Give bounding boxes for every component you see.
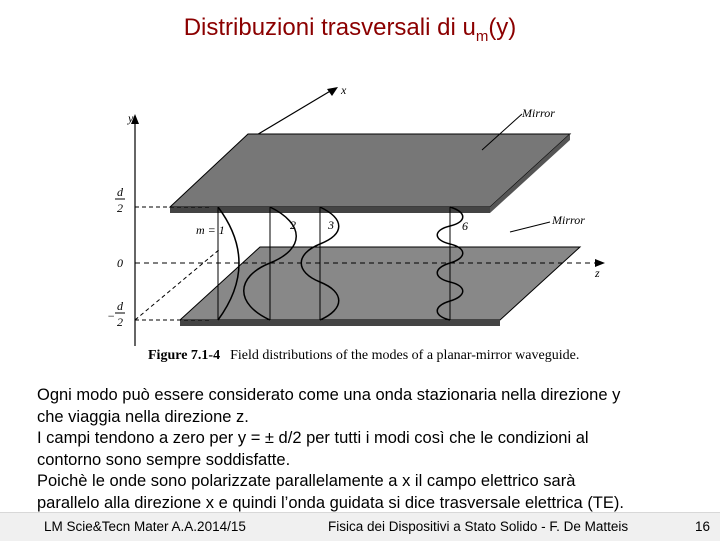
label-minus: − bbox=[107, 309, 116, 323]
text-line: Ogni modo può essere considerato come una onda stazionaria nella direzione y bbox=[37, 386, 621, 404]
label-d-bottom: d bbox=[117, 299, 123, 313]
text-line: contorno sono sempre soddisfatte. bbox=[37, 450, 291, 469]
label-zero: 0 bbox=[117, 256, 123, 270]
label-d-top: d bbox=[117, 185, 123, 199]
text-line: Poichè le onde sono polarizzate parallelamente a x il campo elettrico sarà bbox=[37, 472, 576, 491]
slide-title: Distribuzioni trasversali di $u_m(y)$ bbox=[183, 14, 517, 45]
waveguide-figure bbox=[107, 83, 610, 374]
text-line: che viaggia nella direzione z. bbox=[37, 407, 249, 426]
footer-center: Fisica dei Dispositivi a Stato Solido - F. De Matteis bbox=[328, 519, 629, 534]
footer-left: LM Scie&Tecn Mater A.A.2014/15 bbox=[44, 519, 246, 534]
label-2-bottom: 2 bbox=[117, 315, 123, 329]
page-number: 16 bbox=[694, 519, 710, 534]
label-2-top: 2 bbox=[117, 201, 123, 215]
mode-3-label: 3 bbox=[328, 218, 334, 232]
figure-caption: Figure 7.1-4 Field distributions of the modes of a planar-mirror waveguide. bbox=[148, 348, 580, 363]
text-line: I campi tendono a zero per y = ± d/2 per tutti i modi così che le condizioni al bbox=[37, 429, 589, 448]
mirror-bottom-label: Mirror bbox=[552, 213, 585, 227]
text-line: parallelo alla direzione x e quindi l’onda guidata si dice trasversale elettrica (TE). bbox=[37, 493, 624, 512]
mirror-top-label: Mirror bbox=[522, 106, 555, 120]
x-axis-label: x bbox=[341, 83, 347, 97]
mode-1-label: m = 1 bbox=[196, 223, 225, 237]
z-axis-label: z bbox=[595, 266, 600, 280]
mode-6-label: 6 bbox=[462, 219, 468, 233]
slide-footer bbox=[0, 512, 720, 541]
mode-2-label: 2 bbox=[290, 218, 296, 232]
body-text bbox=[37, 385, 697, 515]
y-axis-label: y bbox=[128, 111, 134, 125]
